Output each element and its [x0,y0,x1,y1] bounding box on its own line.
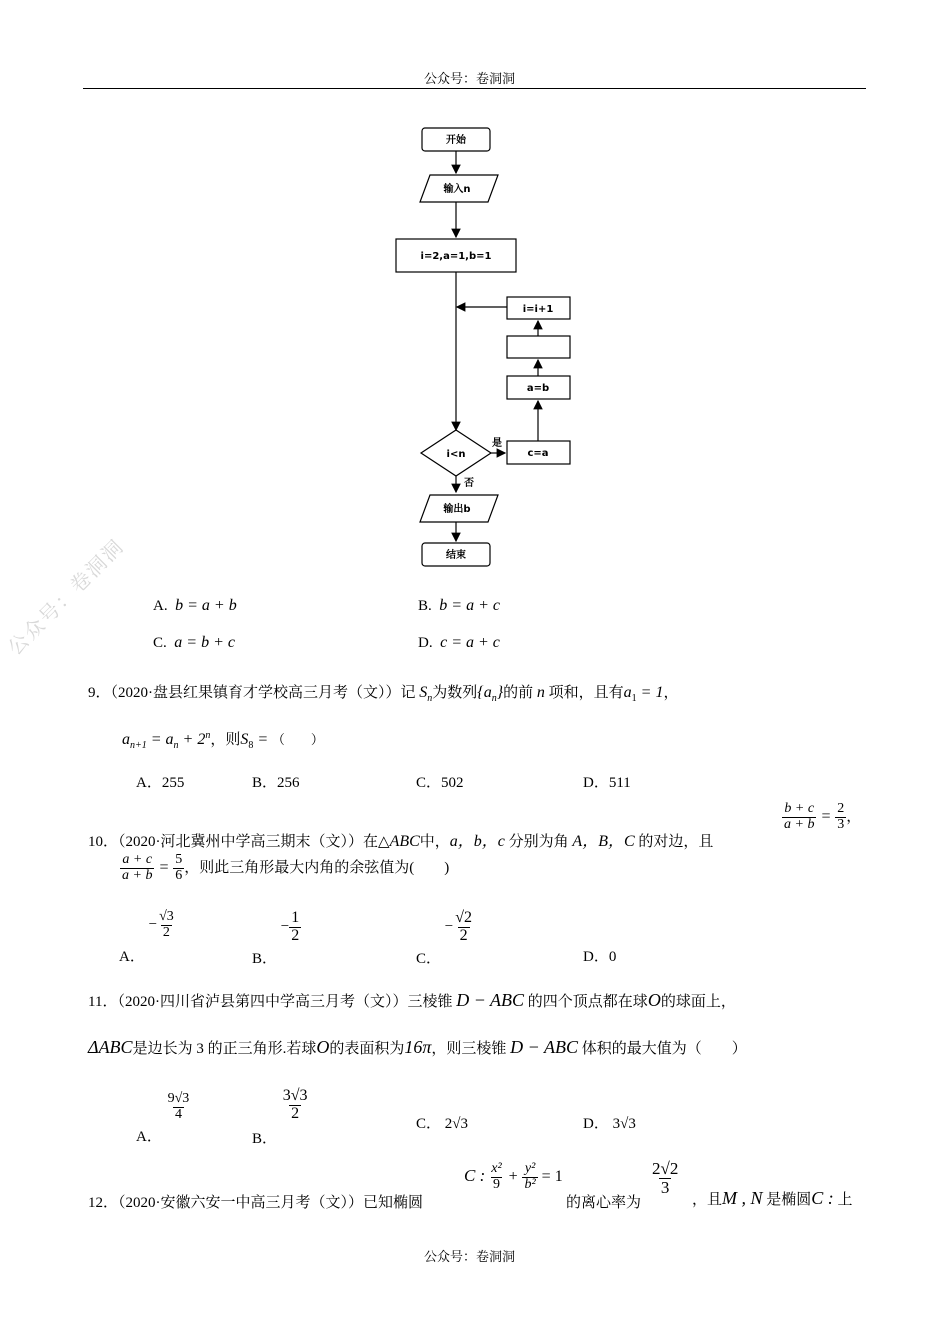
flow-input-label: 输入n [443,184,471,195]
q8-option-c: C. a = b + c [153,634,235,651]
q10-fraction-1: $\frac{b + c}{a + b}$ = $\frac{2}{3}$ ， [784,801,862,832]
q12-eccentricity-label: 的离心率为 [566,1195,642,1211]
q11-stem-line1: 11．（2020·四川省泸县第四中学高三月考（文））三棱锥 D − ABC 的四个顶点都在球O的球面上， [88,990,736,1010]
flow-no-label: 否 [464,478,474,489]
q10-option-d: D．0 [583,949,617,965]
q9-stem-line2: $a_{n+1} = a_n + 2^n$，则$S_8$ = （ ） [122,730,324,751]
flow-assign-c-label: c=a [527,448,549,459]
flow-increment-label: i=i+1 [522,304,554,315]
flow-yes-label: 是 [492,438,502,449]
q10-stem-line2: $\frac{a + c}{a + b}$ = $\frac{5}{6}$ ，则此三角形最大内角的余弦值为( ) [122,852,450,883]
q11-option-b: B． $\frac{3√3}{2}$ [252,1087,308,1147]
q11-option-c: C． 2√3 [416,1116,468,1132]
q10-option-a: A． − $\frac{√3}{2}$ [119,909,174,965]
flow-start-label: 开始 [446,135,466,146]
q12-ellipse-equation: C : $\frac{\text{x²}}{9}$ + $\frac{\text{y²}}{\text{b²}}$ = 1 [464,1161,563,1192]
page-footer: 公众号：卷洞洞 [424,1249,516,1264]
q8-option-a: A. b = a + b [153,597,237,614]
header-rule [83,88,866,89]
flow-assign-a-label: a=b [526,383,550,394]
flow-output-label: 输出b [443,504,471,515]
q8-option-d: D. c = a + c [418,634,500,651]
q12-eccentricity-value: $\frac{2√2}{3}$ [652,1159,679,1197]
q9-option-c: C．502 [416,775,464,791]
flow-blank-box [507,336,570,358]
q9-option-b: B．256 [252,775,300,791]
q9-option-a: A．255 [136,775,185,791]
q11-option-a: A． $\frac{9√3}{4}$ [136,1091,190,1145]
q9-option-d: D．511 [583,775,631,791]
q9-stem-line1: 9．（2020·盘县红果镇育才学校高三月考（文））记 $S_n$为数列$\{a_n\}$的前 n 项和，且有$a_1 = 1$， [88,684,679,704]
q11-stem-line2: ΔABC是边长为 3 的正三角形.若球O的表面积为16π，则三棱锥 D − ABC 体积的最大值为（ ） [88,1037,747,1057]
q10-option-c: C． − $\frac{√2}{2}$ [416,909,473,967]
q12-stem-text: 12．（2020·安徽六安一中高三月考（文））已知椭圆 [88,1195,424,1211]
flow-condition-label: i<n [446,449,466,460]
q12-stem-tail: ，且M , N 是椭圆C : 上 [692,1188,853,1208]
page-header: 公众号：卷洞洞 [424,71,516,86]
flow-init-label: i=2,a=1,b=1 [420,251,492,262]
flow-end-label: 结束 [446,550,466,561]
q10-stem-line1: 10．（2020·河北冀州中学高三期末（文））在△ABC中，a，b，c 分别为角 A，B，C 的对边，且 [88,833,714,850]
flowchart [380,118,600,573]
watermark: 公众号：卷洞洞 [2,533,129,660]
q10-option-b: B． − $\frac{1}{2}$ [252,909,300,967]
q11-option-d: D． 3√3 [583,1116,636,1132]
q8-option-b: B. b = a + c [418,597,500,614]
